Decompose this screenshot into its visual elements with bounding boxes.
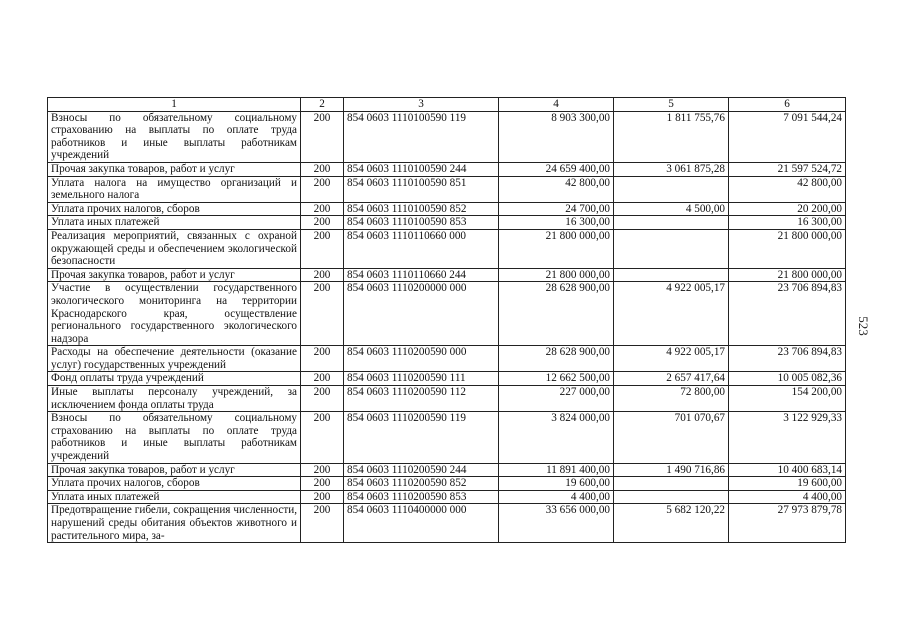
- cell-approved: 24 700,00: [499, 202, 614, 216]
- cell-approved: 227 000,00: [499, 386, 614, 412]
- header-col-2: 2: [301, 98, 344, 112]
- cell-remaining: 19 600,00: [729, 477, 846, 491]
- cell-executed: 3 061 875,28: [614, 162, 729, 176]
- cell-name: Фонд оплаты труда учреждений: [48, 372, 301, 386]
- cell-approved: 8 903 300,00: [499, 111, 614, 162]
- cell-remaining: 10 005 082,36: [729, 372, 846, 386]
- cell-name: Уплата налога на имущество организаций и земельного налога: [48, 176, 301, 202]
- cell-name: Уплата прочих налогов, сборов: [48, 477, 301, 491]
- cell-remaining: 16 300,00: [729, 216, 846, 230]
- header-col-4: 4: [499, 98, 614, 112]
- cell-executed: 1 811 755,76: [614, 111, 729, 162]
- cell-approved: 28 628 900,00: [499, 346, 614, 372]
- cell-remaining: 42 800,00: [729, 176, 846, 202]
- cell-code: 200: [301, 412, 344, 463]
- cell-name: Уплата иных платежей: [48, 216, 301, 230]
- cell-remaining: 7 091 544,24: [729, 111, 846, 162]
- cell-approved: 28 628 900,00: [499, 282, 614, 346]
- cell-code: 200: [301, 229, 344, 268]
- cell-executed: [614, 229, 729, 268]
- cell-remaining: 10 400 683,14: [729, 463, 846, 477]
- cell-name: Иные выплаты персоналу учреждений, за исключением фонда оплаты труда: [48, 386, 301, 412]
- cell-executed: [614, 490, 729, 504]
- cell-code: 200: [301, 176, 344, 202]
- table-row: [48, 176, 846, 202]
- cell-name: Взносы по обязательному социальному страхованию на выплаты по оплате труда работников и иные выплаты работникам учреждений: [48, 412, 301, 463]
- cell-approved: 33 656 000,00: [499, 504, 614, 543]
- cell-classification: 854 0603 1110100590 244: [344, 162, 499, 176]
- cell-remaining: 4 400,00: [729, 490, 846, 504]
- cell-code: 200: [301, 504, 344, 543]
- table-row: [48, 229, 846, 268]
- cell-remaining: 21 597 524,72: [729, 162, 846, 176]
- table-row: [48, 216, 846, 230]
- cell-executed: 701 070,67: [614, 412, 729, 463]
- table-row: [48, 412, 846, 463]
- cell-code: 200: [301, 202, 344, 216]
- cell-remaining: 20 200,00: [729, 202, 846, 216]
- cell-executed: 2 657 417,64: [614, 372, 729, 386]
- table-row: [48, 463, 846, 477]
- cell-remaining: 3 122 929,33: [729, 412, 846, 463]
- cell-approved: 4 400,00: [499, 490, 614, 504]
- cell-executed: 5 682 120,22: [614, 504, 729, 543]
- cell-approved: 19 600,00: [499, 477, 614, 491]
- cell-classification: 854 0603 1110200590 000: [344, 346, 499, 372]
- cell-code: 200: [301, 282, 344, 346]
- cell-classification: 854 0603 1110100590 853: [344, 216, 499, 230]
- cell-classification: 854 0603 1110200590 244: [344, 463, 499, 477]
- cell-remaining: 21 800 000,00: [729, 229, 846, 268]
- table-header-row: [48, 98, 846, 112]
- cell-name: Прочая закупка товаров, работ и услуг: [48, 463, 301, 477]
- budget-table: [47, 97, 846, 543]
- table-row: [48, 268, 846, 282]
- table-row: [48, 282, 846, 346]
- cell-approved: 3 824 000,00: [499, 412, 614, 463]
- cell-classification: 854 0603 1110200590 853: [344, 490, 499, 504]
- cell-approved: 21 800 000,00: [499, 268, 614, 282]
- cell-classification: 854 0603 1110200590 112: [344, 386, 499, 412]
- cell-classification: 854 0603 1110400000 000: [344, 504, 499, 543]
- cell-classification: 854 0603 1110200590 852: [344, 477, 499, 491]
- cell-remaining: 23 706 894,83: [729, 346, 846, 372]
- cell-classification: 854 0603 1110200000 000: [344, 282, 499, 346]
- cell-remaining: 23 706 894,83: [729, 282, 846, 346]
- cell-executed: 4 500,00: [614, 202, 729, 216]
- cell-code: 200: [301, 490, 344, 504]
- cell-code: 200: [301, 477, 344, 491]
- cell-classification: 854 0603 1110100590 119: [344, 111, 499, 162]
- table-row: [48, 346, 846, 372]
- table-row: [48, 386, 846, 412]
- cell-name: Взносы по обязательному социальному страхованию на выплаты по оплате труда работников и иные выплаты работникам учреждений: [48, 111, 301, 162]
- cell-code: 200: [301, 346, 344, 372]
- cell-approved: 12 662 500,00: [499, 372, 614, 386]
- table-row: [48, 202, 846, 216]
- cell-executed: 4 922 005,17: [614, 282, 729, 346]
- cell-executed: [614, 216, 729, 230]
- cell-classification: 854 0603 1110110660 000: [344, 229, 499, 268]
- cell-executed: 1 490 716,86: [614, 463, 729, 477]
- cell-name: Реализация мероприятий, связанных с охраной окружающей среды и обеспечением экологической безопасности: [48, 229, 301, 268]
- cell-approved: 16 300,00: [499, 216, 614, 230]
- header-col-6: 6: [729, 98, 846, 112]
- cell-classification: 854 0603 1110100590 851: [344, 176, 499, 202]
- table-row: [48, 111, 846, 162]
- cell-remaining: 154 200,00: [729, 386, 846, 412]
- cell-name: Участие в осуществлении государственного экологического мониторинга на территории Краснодарского края, осуществление регионального государственного экологического надзора: [48, 282, 301, 346]
- cell-executed: [614, 268, 729, 282]
- table-row: [48, 162, 846, 176]
- cell-code: 200: [301, 162, 344, 176]
- header-col-5: 5: [614, 98, 729, 112]
- cell-executed: [614, 176, 729, 202]
- cell-executed: 4 922 005,17: [614, 346, 729, 372]
- cell-name: Прочая закупка товаров, работ и услуг: [48, 268, 301, 282]
- header-col-1: 1: [48, 98, 301, 112]
- cell-executed: [614, 477, 729, 491]
- cell-code: 200: [301, 111, 344, 162]
- cell-approved: 21 800 000,00: [499, 229, 614, 268]
- cell-name: Прочая закупка товаров, работ и услуг: [48, 162, 301, 176]
- cell-approved: 11 891 400,00: [499, 463, 614, 477]
- cell-code: 200: [301, 386, 344, 412]
- cell-code: 200: [301, 216, 344, 230]
- cell-approved: 42 800,00: [499, 176, 614, 202]
- page-number: 523: [856, 316, 871, 336]
- cell-classification: 854 0603 1110200590 119: [344, 412, 499, 463]
- header-col-3: 3: [344, 98, 499, 112]
- cell-code: 200: [301, 268, 344, 282]
- cell-remaining: 27 973 879,78: [729, 504, 846, 543]
- cell-code: 200: [301, 372, 344, 386]
- table-row: [48, 504, 846, 543]
- cell-executed: 72 800,00: [614, 386, 729, 412]
- cell-name: Уплата иных платежей: [48, 490, 301, 504]
- table-row: [48, 372, 846, 386]
- table-row: [48, 477, 846, 491]
- cell-approved: 24 659 400,00: [499, 162, 614, 176]
- cell-classification: 854 0603 1110100590 852: [344, 202, 499, 216]
- table-row: [48, 490, 846, 504]
- cell-code: 200: [301, 463, 344, 477]
- cell-name: Предотвращение гибели, сокращения численности, нарушений среды обитания объектов животного и растительного мира, за-: [48, 504, 301, 543]
- cell-remaining: 21 800 000,00: [729, 268, 846, 282]
- cell-classification: 854 0603 1110110660 244: [344, 268, 499, 282]
- cell-name: Расходы на обеспечение деятельности (оказание услуг) государственных учреждений: [48, 346, 301, 372]
- cell-classification: 854 0603 1110200590 111: [344, 372, 499, 386]
- cell-name: Уплата прочих налогов, сборов: [48, 202, 301, 216]
